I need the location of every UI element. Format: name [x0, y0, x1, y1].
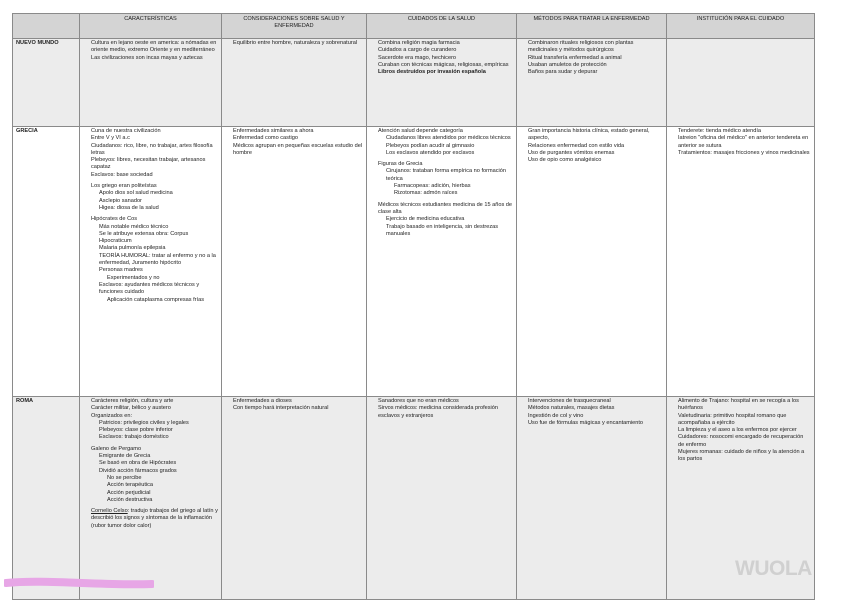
list-item: ▪ Aplicación cataplasma compresas frías: [83, 297, 218, 304]
list-item: - Relaciones enfermedad con estilo vida: [520, 143, 663, 150]
list-item: - La limpieza y el aseo a los enfermos por ejercer: [670, 427, 811, 434]
cell-consideraciones: [222, 397, 367, 600]
list-item: - Sirvos médicos: medicina considerada profesión esclavos y extranjeros: [370, 405, 513, 420]
list-item: - Ritual transfería enfermedad a animal: [520, 55, 663, 62]
list-item: ▪ No se percibe: [83, 475, 218, 482]
list-item: - Curaban con técnicas mágicas, religiosas, empíricas: [370, 62, 513, 69]
underlined-name: Cornelio Celso: [91, 508, 128, 515]
list-item: - Atención salud depende categoría: [370, 128, 513, 135]
watermark-logo: WUOLA: [735, 557, 812, 580]
list-item: ° Se le atribuye extensa obra: Corpus Hipocraticum: [83, 231, 218, 246]
list-item: - Uso de purgantes vómitos enemas: [520, 150, 663, 157]
list-item: ° Ciudadanos libres atendidos por médicos técnicos: [370, 135, 513, 142]
list-item: - Ciudadanos: rico, libre, no trabajar, artes filosofía letras: [83, 143, 218, 158]
cell-caracteristicas: [80, 39, 222, 127]
list-item: - Mujeres romanas: cuidado de niños y la atención a los partos: [670, 449, 811, 464]
list-item: Métodos naturales, masajes dietas: [528, 405, 615, 412]
list-item: ▪ Rizotomas: admón raíces: [370, 190, 513, 197]
list-item: - Sacerdote era mago, hechicero: [370, 55, 513, 62]
cell-metodos: [517, 397, 667, 600]
cell-consideraciones: [222, 39, 367, 127]
header-cell-caracteristicas: CARACTERÍSTICAS: [80, 14, 222, 39]
header-row: [13, 14, 815, 39]
list-item: - Enfermedades similares a ahora: [225, 128, 363, 135]
list-item: ° Plebeyos podían acudir al gimnasio: [370, 143, 513, 150]
list-item: ▪ Experimentados y no: [83, 275, 218, 282]
list-item: - Tenderete: tienda médico atendía: [670, 128, 811, 135]
list-item: ▪ Farmacopeas: adición, hierbas: [370, 183, 513, 190]
list-item: - Sanadores que no eran médicos: [370, 398, 513, 405]
list-item: ° Esclavos: trabajo doméstico: [83, 434, 218, 441]
list-item: - Carácteres religión, cultura y arte: [83, 398, 218, 405]
list-item: - Con tiempo hará interpretación natural: [225, 405, 363, 412]
list-item: ° Emigrante de Grecia: [83, 453, 218, 460]
list-item: ° Personas madres: [83, 267, 218, 274]
list-item: - Tratamientos: masajes fricciones y vinos medicinales: [670, 150, 811, 157]
list-item: - Equilibrio entre hombre, naturaleza y sobrenatural: [225, 40, 363, 47]
list-item: ° Apolo dios sol salud medicina: [83, 190, 218, 197]
list-item: - Valetudinaria: primitivo hospital romano que acompañaba a ejército: [670, 413, 811, 428]
row-label: NUEVO MUNDO: [13, 39, 80, 127]
list-item: ▪ Acción perjudicial: [83, 490, 218, 497]
list-item: Médicos técnicos estudiantes medicina de 15 años de clase alta: [378, 201, 513, 215]
header-cell-cuidados: CUIDADOS DE LA SALUD: [367, 14, 517, 39]
list-item: ° Esclavos: ayudantes médicos técnicos y funciones cuidado: [83, 282, 218, 297]
comparison-table: [12, 13, 815, 600]
list-item: - Iatreion "oficina del médico" en anterior tendereta en anterior se sutura: [670, 135, 811, 150]
cell-cuidados: [367, 39, 517, 127]
list-item: - Hipócrates de Cos: [83, 216, 218, 223]
list-item: ° Asclepio sanador: [83, 198, 218, 205]
row-label: ROMA: [13, 397, 80, 600]
list-item: - Gran importancia historia clínica, estado general, aspecto,: [520, 128, 663, 143]
cell-cuidados: [367, 397, 517, 600]
list-item: - Libros destruidos por invasión española: [370, 69, 513, 76]
cell-metodos: [517, 127, 667, 397]
cell-metodos: [517, 39, 667, 127]
header-cell-metodos: MÉTODOS PARA TRATAR LA ENFERMEDAD: [517, 14, 667, 39]
list-item: - Médicos agrupan en pequeñas escuelas estudio del hombre: [225, 143, 363, 158]
list-item: ° Plebeyos: clase pobre inferior: [83, 427, 218, 434]
table-row: [13, 397, 815, 600]
list-item: - Entre V y VI a.c: [83, 135, 218, 142]
list-item: ° Trabajo basado en inteligencia, sin destrezas manuales: [370, 224, 513, 239]
list-item: - Cultura en lejano oeste en america: a nómadas en oriente medio, extremo Oriente y en mediterráneo: [83, 40, 218, 55]
list-item: - Organizados en:: [83, 413, 218, 420]
list-item: - Enfermedades a dioses: [225, 398, 363, 405]
header-cell-consideraciones: CONSIDERACIONES SOBRE SALUD Y ENFERMEDAD: [222, 14, 367, 39]
list-item: ▪ Acción terapéutica: [83, 482, 218, 489]
list-item: - Baños para sudar y depurar: [520, 69, 663, 76]
list-item: ° Ejercicio de medicina educativa: [370, 216, 513, 223]
highlighter-stroke: [4, 574, 154, 590]
list-item: - Usaban amuletos de protección: [520, 62, 663, 69]
cell-institucion: [667, 127, 815, 397]
list-item: ° TEORÍA HUMORAL: tratar al enfermo y no a la enfermedad, Juramento hipócrito: [83, 253, 218, 268]
list-item: - Combina religión magia farmacia: [370, 40, 513, 47]
list-item: - Combinaron rituales religiosos con plantas medicinales y métodos quirúrgicos: [520, 40, 663, 55]
list-item: Esclavos: base sociedad: [91, 171, 153, 178]
list-item: ° Patricios: privilegios civiles y legales: [83, 420, 218, 427]
list-item: - Uso de opio como analgésico: [520, 157, 663, 164]
list-item: ▪ Acción destructiva: [83, 497, 218, 504]
cell-consideraciones: [222, 127, 367, 397]
list-item: ° Cirujanos: trataban forma empírica no formación teórica: [370, 168, 513, 183]
list-item: - Figuras de Grecia: [370, 161, 513, 168]
list-item: ° Malaria pulmonía epilepsia: [83, 245, 218, 252]
cell-caracteristicas: [80, 397, 222, 600]
list-item: Uso fue de fórmulas mágicas y encantamiento: [528, 419, 644, 426]
list-item: ° Más notable médico técnico: [83, 224, 218, 231]
list-item: - Los griego eran politeístas: [83, 183, 218, 190]
list-item: Carácter militar, bélico y austero: [91, 405, 171, 412]
list-item: - Intervenciones de trasquecraneal: [520, 398, 663, 405]
list-item: - Alimento de Trajano: hospital en se recogía a los huérfanos: [670, 398, 811, 413]
list-item: - Plebeyos: libres, necesitan trabajar, artesanos capataz: [83, 157, 218, 172]
table-row: [13, 39, 815, 127]
row-label: GRECIA: [13, 127, 80, 397]
cell-cuidados: [367, 127, 517, 397]
table-row: [13, 127, 815, 397]
table-body: [13, 39, 815, 600]
header-cell-blank: [13, 14, 80, 39]
highlighter-path: [6, 582, 152, 585]
cell-institucion: [667, 39, 815, 127]
list-item: - Las civilizaciones son incas mayas y aztecas: [83, 55, 218, 62]
list-item: ° Dividió acción fármacos grados: [83, 468, 218, 475]
list-item: - Cuidados a cargo de curandero: [370, 47, 513, 54]
list-item: ° Se basó en obra de Hipócrates: [83, 460, 218, 467]
list-item: - Cuna de nuestra civilización: [83, 128, 218, 135]
list-item: Galeno de Pergamo: [91, 445, 142, 452]
list-item: ° Higea: diosa de la salud: [83, 205, 218, 212]
list-item: Cuidadores: nosocomi encargado de recuperación de enfermo: [678, 434, 804, 448]
list-item: - Enfermedad como castigo: [225, 135, 363, 142]
cell-caracteristicas: [80, 127, 222, 397]
list-item: - Ingestión de col y vino: [520, 413, 663, 420]
list-item: ° Los esclavos atendido por esclavos: [370, 150, 513, 157]
header-cell-institucion: INSTITUCIÓN PARA EL CUIDADO: [667, 14, 815, 39]
list-item: - Cornelio Celso: tradujo trabajos del griego al latín y describió los signos y síntomas de la inflamación (rubor tumor dolor calor): [83, 508, 218, 530]
